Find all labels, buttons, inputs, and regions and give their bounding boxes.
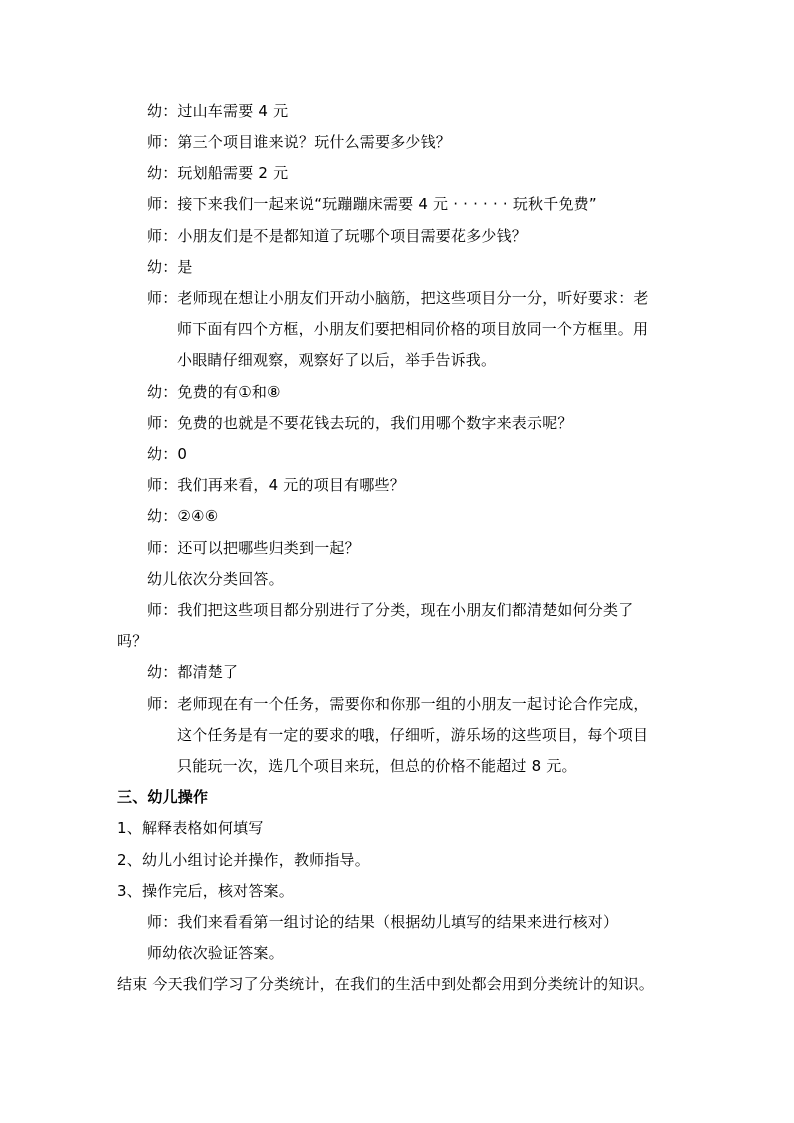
dialogue-line: 师：我们来看看第一组讨论的结果（根据幼儿填写的结果来进行核对） — [147, 913, 619, 931]
dialogue-line: 幼：玩划船需要 2 元 — [147, 164, 289, 182]
dialogue-line: 师：接下来我们一起来说“玩蹦蹦床需要 4 元 · · · · · · 玩秋千免费” — [147, 195, 597, 213]
dialogue-line: 师：老师现在有一个任务，需要你和你那一组的小朋友一起讨论合作完成， — [147, 695, 649, 713]
dialogue-line: 师：老师现在想让小朋友们开动小脑筋，把这些项目分一分，听好要求：老 — [147, 289, 649, 307]
dialogue-line: 幼：②④⑥ — [147, 507, 219, 525]
dialogue-line: 师：免费的也就是不要花钱去玩的，我们用哪个数字来表示呢？ — [147, 414, 573, 432]
dialogue-line: 师：我们再来看，4 元的项目有哪些？ — [147, 476, 405, 494]
dialogue-line: 师：还可以把哪些归类到一起？ — [147, 539, 360, 557]
dialogue-line: 这个任务是有一定的要求的哦，仔细听，游乐场的这些项目，每个项目 — [177, 726, 649, 744]
dialogue-line: 幼：过山车需要 4 元 — [147, 102, 289, 120]
section-heading: 三、幼儿操作 — [117, 788, 209, 806]
list-item: 1、解释表格如何填写 — [117, 819, 264, 837]
dialogue-line: 幼：都清楚了 — [147, 663, 239, 681]
dialogue-line: 师：第三个项目谁来说？玩什么需要多少钱？ — [147, 133, 452, 151]
dialogue-line: 师幼依次验证答案。 — [147, 944, 284, 962]
list-item: 2、幼儿小组讨论并操作，教师指导。 — [117, 851, 370, 869]
dialogue-line: 幼儿依次分类回答。 — [147, 570, 284, 588]
dialogue-line: 吗？ — [117, 632, 148, 650]
dialogue-line: 师：小朋友们是不是都知道了玩哪个项目需要花多少钱？ — [147, 227, 528, 245]
list-item: 3、操作完后，核对答案。 — [117, 882, 294, 900]
dialogue-line: 师下面有四个方框，小朋友们要把相同价格的项目放同一个方框里。用 — [177, 320, 649, 338]
dialogue-line: 幼：0 — [147, 445, 188, 463]
dialogue-line: 幼：是 — [147, 258, 193, 276]
dialogue-line: 小眼睛仔细观察，观察好了以后，举手告诉我。 — [177, 351, 497, 369]
dialogue-line: 师：我们把这些项目都分别进行了分类，现在小朋友们都清楚如何分类了 — [147, 601, 634, 619]
dialogue-line: 只能玩一次，选几个项目来玩，但总的价格不能超过 8 元。 — [177, 757, 577, 775]
closing-line: 结束 今天我们学习了分类统计，在我们的生活中到处都会用到分类统计的知识。 — [117, 975, 654, 993]
dialogue-line: 幼：免费的有①和⑧ — [147, 383, 281, 401]
